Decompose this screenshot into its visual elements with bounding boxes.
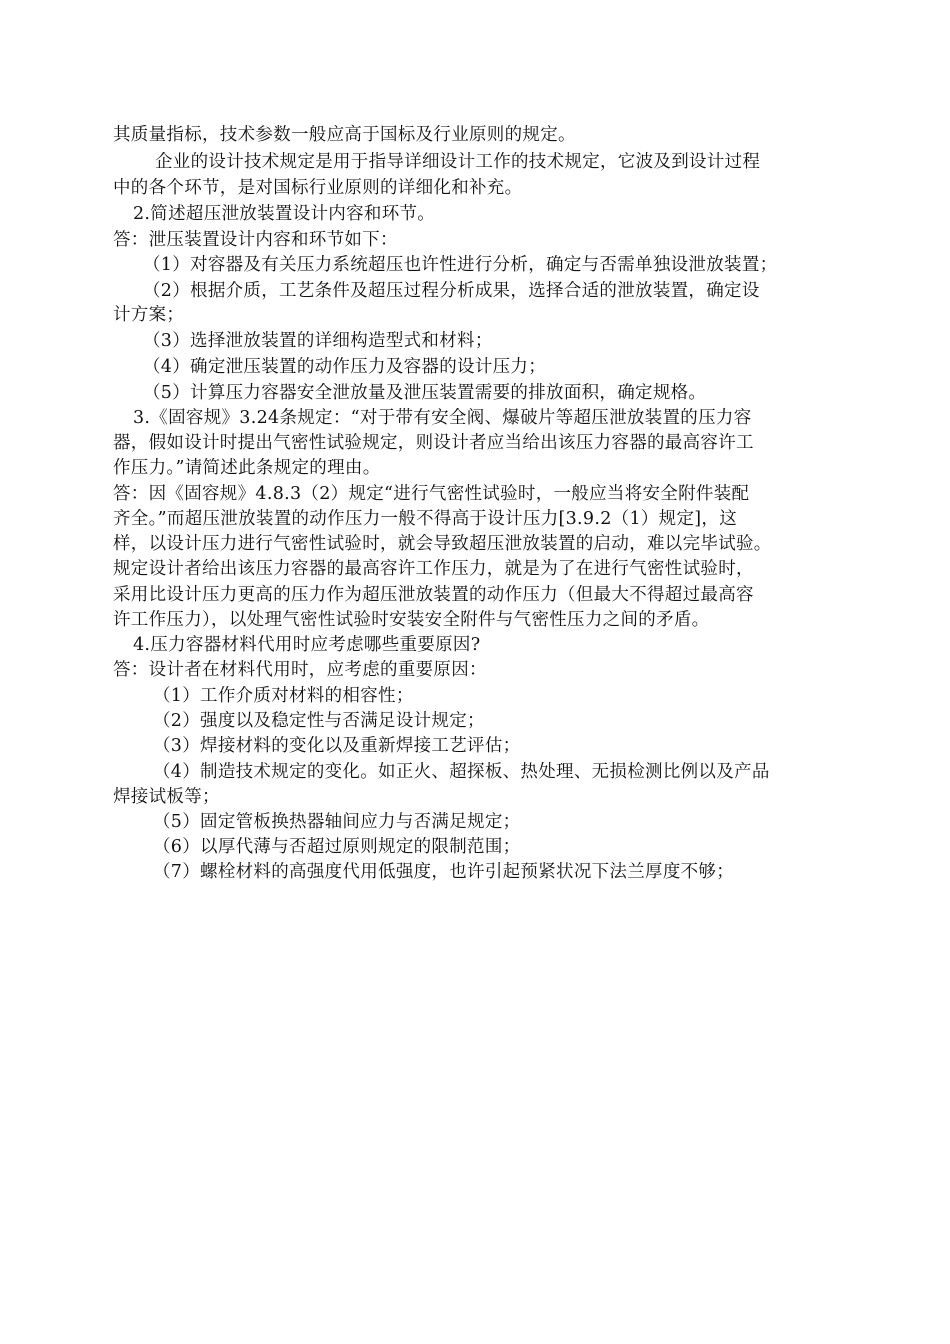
list-item: （1）工作介质对材料的相容性； — [153, 686, 414, 706]
question-heading: 3.《固容规》3.24条规定：“对于带有安全阀、爆破片等超压泄放装置的压力容 — [133, 408, 752, 428]
list-item: （7）螺栓材料的高强度代用低强度，也许引起预紧状况下法兰厚度不够； — [153, 862, 735, 882]
list-item: （2）强度以及稳定性与否满足设计规定； — [153, 711, 485, 731]
list-item: （4）确定泄压装置的动作压力及容器的设计压力； — [143, 357, 547, 377]
question-heading: 2.简述超压泄放装置设计内容和环节。 — [133, 204, 436, 224]
list-item: （2）根据介质，工艺条件及超压过程分析成果，选择合适的泄放装置，确定设 — [143, 281, 760, 301]
list-item: （5）计算压力容器安全泄放量及泄压装置需要的排放面积，确定规格。 — [143, 383, 707, 403]
text-line: 焊接试板等； — [113, 787, 220, 807]
list-item: （3）焊接材料的变化以及重新焊接工艺评估； — [153, 736, 521, 756]
text-line: 中的各个环节，是对国标行业原则的详细化和补充。 — [113, 178, 523, 198]
text-line: 采用比设计压力更高的压力作为超压泄放装置的动作压力（但最大不得超过最高容 — [113, 585, 754, 605]
text-line: 器，假如设计时提出气密性试验规定，则设计者应当给出该压力容器的最高容许工 — [113, 433, 754, 453]
question-heading: 4.压力容器材料代用时应考虑哪些重要原因? — [133, 635, 481, 655]
list-item: （4）制造技术规定的变化。如正火、超探板、热处理、无损检测比例以及产品 — [153, 762, 770, 782]
text-line: 计方案； — [113, 305, 185, 325]
answer-line: 答：设计者在材料代用时，应考虑的重要原因： — [113, 660, 487, 680]
answer-line: 答：因《固容规》4.8.3（2）规定“进行气密性试验时，一般应当将安全附件装配 — [113, 484, 750, 504]
text-line: 企业的设计技术规定是用于指导详细设计工作的技术规定，它波及到设计过程 — [155, 152, 761, 172]
list-item: （5）固定管板换热器轴间应力与否满足规定； — [153, 812, 521, 832]
text-line: 许工作压力），以处理气密性试验时安装安全附件与气密性压力之间的矛盾。 — [113, 610, 710, 630]
list-item: （3）选择泄放装置的详细构造型式和材料； — [143, 331, 493, 351]
text-line: 作压力。”请简述此条规定的理由。 — [113, 458, 381, 478]
text-line: 齐全。”而超压泄放装置的动作压力一般不得高于设计压力[3.9.2（1）规定]，这 — [113, 509, 738, 529]
answer-line: 答：泄压装置设计内容和环节如下： — [113, 230, 398, 250]
list-item: （6）以厚代薄与否超过原则规定的限制范围； — [153, 837, 521, 857]
text-line: 样，以设计压力进行气密性试验时，就会导致超压泄放装置的启动，难以完毕试验。 — [113, 534, 772, 554]
text-line: 其质量指标，技术参数一般应高于国标及行业原则的规定。 — [113, 125, 576, 145]
list-item: （1）对容器及有关压力系统超压也许性进行分析，确定与否需单独设泄放装置； — [143, 255, 778, 275]
text-line: 规定设计者给出该压力容器的最高容许工作压力，就是为了在进行气密性试验时， — [113, 559, 754, 579]
